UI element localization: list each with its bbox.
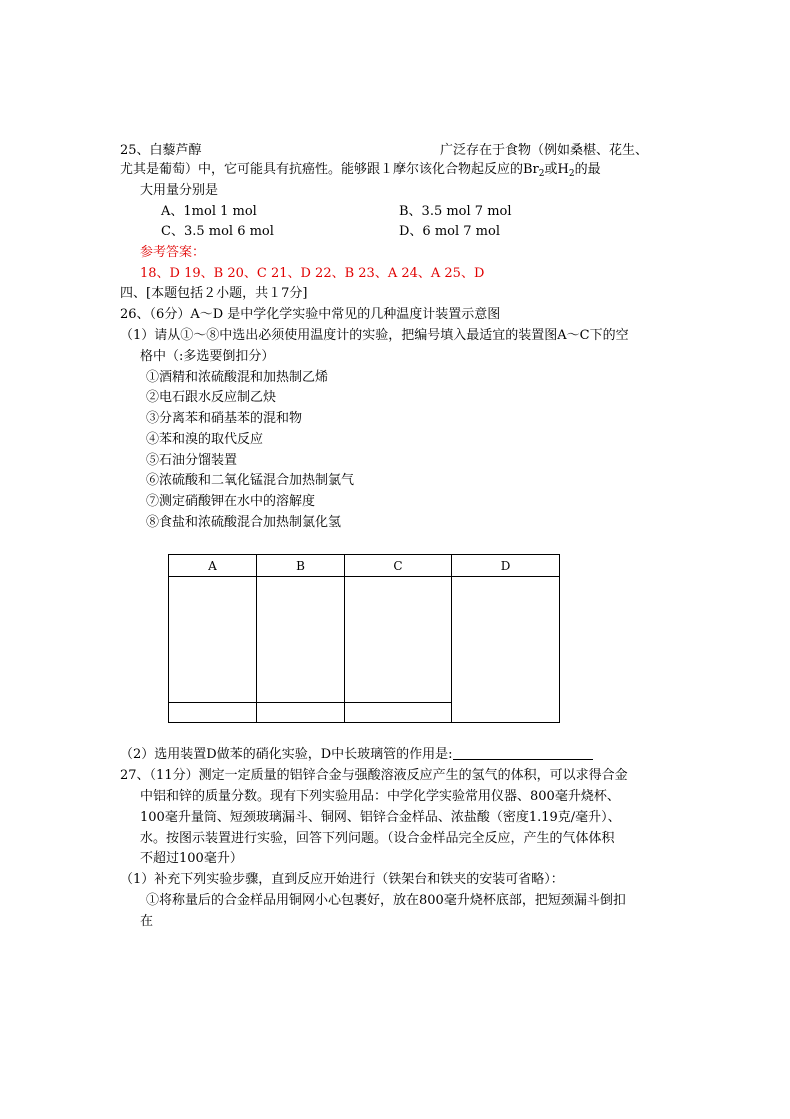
q27-line-8: 在 xyxy=(140,914,154,929)
answer-cell-a[interactable] xyxy=(169,703,257,723)
q25-line2-end: 的最 xyxy=(574,162,601,177)
table-header-d: D xyxy=(452,555,560,577)
diagram-cell-b xyxy=(257,577,345,703)
q26-intro: 26、（6分）A～D 是中学化学实验中常见的几种温度计装置示意图 xyxy=(120,307,501,322)
diagram-cell-d xyxy=(452,577,560,723)
q25-line3: 大用量分别是 xyxy=(140,183,219,198)
answer-key-label: 参考答案： xyxy=(140,245,206,260)
apparatus-answer-table xyxy=(168,554,560,723)
q26-part2 xyxy=(120,746,593,764)
q25-sub-2a: 2 xyxy=(538,169,545,179)
q26-part1-line2: 格中（:多选要倒扣分） xyxy=(140,349,275,364)
q27-line-7: ①将称量后的合金样品用铜网小心包裹好，放在800毫升烧杯底部，把短颈漏斗倒扣 xyxy=(146,893,626,908)
table-header-c: C xyxy=(345,555,452,577)
q26-item-7: ⑦测定硝酸钾在水中的溶解度 xyxy=(146,494,316,509)
q26-item-8: ⑧食盐和浓硫酸混合加热制氯化氢 xyxy=(146,515,342,530)
q25-option-a: A、1mol 1 mol xyxy=(161,204,257,219)
q25-line1-right: 广泛存在于食物（例如桑椹、花生、 xyxy=(440,143,649,158)
q25-option-c: C、3.5 mol 6 mol xyxy=(161,224,274,239)
q26-item-2: ②电石跟水反应制乙炔 xyxy=(146,390,277,405)
answer-key-line: 18、D 19、B 20、C 21、D 22、B 23、A 24、A 25、D xyxy=(140,266,485,281)
q26-part2-text: （2）选用装置D做苯的硝化实验，D中长玻璃管的作用是: xyxy=(120,747,453,762)
q25-or-text: 或H xyxy=(544,162,569,177)
q27-line-3: 100毫升量筒、短颈玻璃漏斗、铜网、铝锌合金样品、浓盐酸（密度1.19克/毫升）、 xyxy=(140,810,621,825)
q27-line-2: 中铝和锌的质量分数。现有下列实验用品：中学化学实验常用仪器、800毫升烧杯、 xyxy=(140,789,620,804)
q27-line-5: 不超过100毫升） xyxy=(140,851,243,866)
diagram-cell-a xyxy=(169,577,257,703)
answer-cell-b[interactable] xyxy=(257,703,345,723)
section-four-heading: 四、[本题包括２小题，共１7分] xyxy=(120,286,308,301)
q25-option-b: B、3.5 mol 7 mol xyxy=(399,204,512,219)
q27-line-4: 水。按图示装置进行实验，回答下列问题。（设合金样品完全反应，产生的气体体积 xyxy=(140,831,615,846)
q25-option-d: D、6 mol 7 mol xyxy=(399,224,500,239)
q26-item-3: ③分离苯和硝基苯的混和物 xyxy=(146,411,303,426)
diagram-cell-c xyxy=(345,577,452,703)
q25-line1-left: 25、白藜芦醇 xyxy=(120,143,202,158)
q27-line-6: （1）补充下列实验步骤，直到反应开始进行（铁架台和铁夹的安装可省略）： xyxy=(120,872,564,887)
q26-item-1: ①酒精和浓硫酸混和加热制乙烯 xyxy=(146,370,329,385)
q25-sub-2b: 2 xyxy=(568,169,575,179)
q26-item-6: ⑥浓硫酸和二氧化锰混合加热制氯气 xyxy=(146,473,355,488)
answer-blank[interactable] xyxy=(453,747,593,760)
q25-line2-text: 尤其是葡萄）中，它可能具有抗癌性。能够跟１摩尔该化合物起反应的Br xyxy=(120,162,539,177)
q26-item-4: ④苯和溴的取代反应 xyxy=(146,432,264,447)
table-header-b: B xyxy=(257,555,345,577)
answer-cell-c[interactable] xyxy=(345,703,452,723)
q27-line-1: 27、（11分）测定一定质量的铝锌合金与强酸溶液反应产生的氢气的体积，可以求得合金 xyxy=(120,768,628,783)
q26-part1-line1: （1）请从①～⑧中选出必须使用温度计的实验，把编号填入最适宜的装置图A～C下的空 xyxy=(120,328,629,343)
table-header-a: A xyxy=(169,555,257,577)
q26-item-5: ⑤石油分馏装置 xyxy=(146,453,238,468)
q25-line2 xyxy=(120,161,601,183)
